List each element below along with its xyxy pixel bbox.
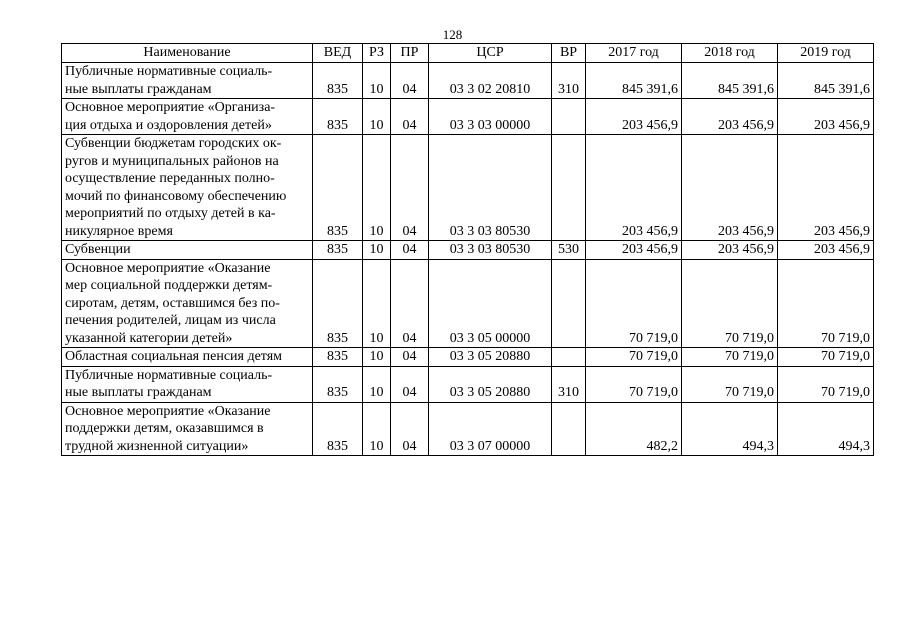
header-2019: 2019 год: [778, 44, 874, 63]
name-line: Субвенции: [65, 242, 131, 257]
cell-pr: 04: [391, 259, 429, 348]
name-line: Основное мероприятие «Оказание: [65, 260, 271, 276]
cell-name: [62, 348, 313, 367]
cell-rz: 10: [363, 259, 391, 348]
cell-csr: 03 3 05 00000: [429, 259, 552, 348]
table-header-row: [62, 44, 874, 63]
name-line: осуществление переданных полно-: [65, 171, 275, 186]
cell-rz: 10: [363, 241, 391, 260]
cell-pr: 04: [391, 348, 429, 367]
cell-csr: 03 3 05 20880: [429, 366, 552, 402]
header-csr: ЦСР: [429, 44, 552, 63]
cell-ved: 835: [313, 63, 363, 99]
name-line: ные выплаты гражданам: [65, 385, 212, 400]
cell-2019: 203 456,9: [778, 241, 874, 260]
cell-name: [62, 402, 313, 456]
table-body: [62, 63, 874, 456]
cell-2018: 70 719,0: [682, 259, 778, 348]
cell-rz: 10: [363, 99, 391, 135]
name-line: Основное мероприятие «Организа-: [65, 100, 276, 115]
cell-vr: [552, 402, 586, 456]
cell-csr: 03 3 05 20880: [429, 348, 552, 367]
cell-name: [62, 135, 313, 241]
cell-pr: 04: [391, 366, 429, 402]
cell-rz: 10: [363, 402, 391, 456]
cell-name: [62, 63, 313, 99]
cell-csr: 03 3 03 80530: [429, 135, 552, 241]
table-row: [62, 402, 874, 456]
cell-2019: 845 391,6: [778, 63, 874, 99]
page-number: 128: [442, 27, 463, 42]
cell-2019: 70 719,0: [778, 348, 874, 367]
cell-vr: [552, 259, 586, 348]
name-line: никулярное время: [65, 223, 173, 239]
cell-ved: 835: [313, 366, 363, 402]
cell-2019: 203 456,9: [778, 135, 874, 241]
cell-name: [62, 366, 313, 402]
cell-pr: 04: [391, 241, 429, 260]
table-row: [62, 135, 874, 241]
name-line: Субвенции бюджетам городских ок-: [65, 136, 282, 151]
cell-2019: 494,3: [778, 402, 874, 456]
cell-2017: 203 456,9: [586, 241, 682, 260]
cell-pr: 04: [391, 135, 429, 241]
cell-vr: 310: [552, 366, 586, 402]
name-line: поддержки детям, оказавшимся в: [65, 421, 264, 436]
cell-2017: 70 719,0: [586, 259, 682, 348]
cell-vr: [552, 99, 586, 135]
cell-name: [62, 99, 313, 135]
name-line: трудной жизненной ситуации»: [65, 438, 249, 454]
cell-2017: 70 719,0: [586, 348, 682, 367]
table-row: [62, 348, 874, 367]
cell-name: [62, 259, 313, 348]
name-line: печения родителей, лицам из числа: [65, 313, 276, 328]
table-row: [62, 63, 874, 99]
table-row: [62, 99, 874, 135]
name-line: сиротам, детям, оставшимся без по-: [65, 295, 280, 311]
header-2018: 2018 год: [682, 44, 778, 63]
cell-ved: 835: [313, 402, 363, 456]
cell-2017: 70 719,0: [586, 366, 682, 402]
header-vr: ВР: [552, 44, 586, 63]
name-line: мер социальной поддержки детям-: [65, 278, 273, 293]
cell-2018: 494,3: [682, 402, 778, 456]
name-line: Основное мероприятие «Оказание: [65, 403, 271, 419]
budget-table: [61, 43, 874, 456]
cell-rz: 10: [363, 348, 391, 367]
name-line: ругов и муниципальных районов на: [65, 153, 279, 169]
cell-2018: 845 391,6: [682, 63, 778, 99]
cell-csr: 03 3 03 00000: [429, 99, 552, 135]
cell-2018: 203 456,9: [682, 99, 778, 135]
name-line: Публичные нормативные социаль-: [65, 367, 273, 383]
cell-csr: 03 3 07 00000: [429, 402, 552, 456]
name-line: Областная социальная пенсия детям: [65, 349, 283, 364]
cell-vr: 310: [552, 63, 586, 99]
cell-rz: 10: [363, 63, 391, 99]
header-name: Наименование: [62, 44, 313, 63]
cell-vr: [552, 348, 586, 367]
table-row: [62, 241, 874, 260]
cell-rz: 10: [363, 135, 391, 241]
cell-2018: 70 719,0: [682, 366, 778, 402]
cell-2017: 482,2: [586, 402, 682, 456]
cell-2017: 845 391,6: [586, 63, 682, 99]
cell-2018: 203 456,9: [682, 241, 778, 260]
cell-name: [62, 241, 313, 260]
name-line: ция отдыха и оздоровления детей»: [65, 117, 272, 133]
header-rz: РЗ: [363, 44, 391, 63]
cell-vr: 530: [552, 241, 586, 260]
header-2017: 2017 год: [586, 44, 682, 63]
cell-2019: 70 719,0: [778, 366, 874, 402]
cell-pr: 04: [391, 402, 429, 456]
name-line: Публичные нормативные социаль-: [65, 64, 273, 79]
cell-csr: 03 3 03 80530: [429, 241, 552, 260]
cell-2018: 70 719,0: [682, 348, 778, 367]
cell-ved: 835: [313, 135, 363, 241]
cell-2019: 203 456,9: [778, 99, 874, 135]
cell-csr: 03 3 02 20810: [429, 63, 552, 99]
name-line: ные выплаты гражданам: [65, 81, 212, 97]
name-line: мероприятий по отдыху детей в ка-: [65, 206, 276, 221]
cell-ved: 835: [313, 348, 363, 367]
cell-ved: 835: [313, 259, 363, 348]
cell-ved: 835: [313, 99, 363, 135]
name-line: мочий по финансовому обеспечению: [65, 188, 287, 204]
cell-2019: 70 719,0: [778, 259, 874, 348]
cell-ved: 835: [313, 241, 363, 260]
cell-rz: 10: [363, 366, 391, 402]
cell-pr: 04: [391, 99, 429, 135]
cell-vr: [552, 135, 586, 241]
cell-2017: 203 456,9: [586, 99, 682, 135]
table-row: [62, 259, 874, 348]
header-ved: ВЕД: [313, 44, 363, 63]
header-pr: ПР: [391, 44, 429, 63]
name-line: указанной категории детей»: [65, 330, 233, 346]
cell-2018: 203 456,9: [682, 135, 778, 241]
cell-pr: 04: [391, 63, 429, 99]
cell-2017: 203 456,9: [586, 135, 682, 241]
table-row: [62, 366, 874, 402]
